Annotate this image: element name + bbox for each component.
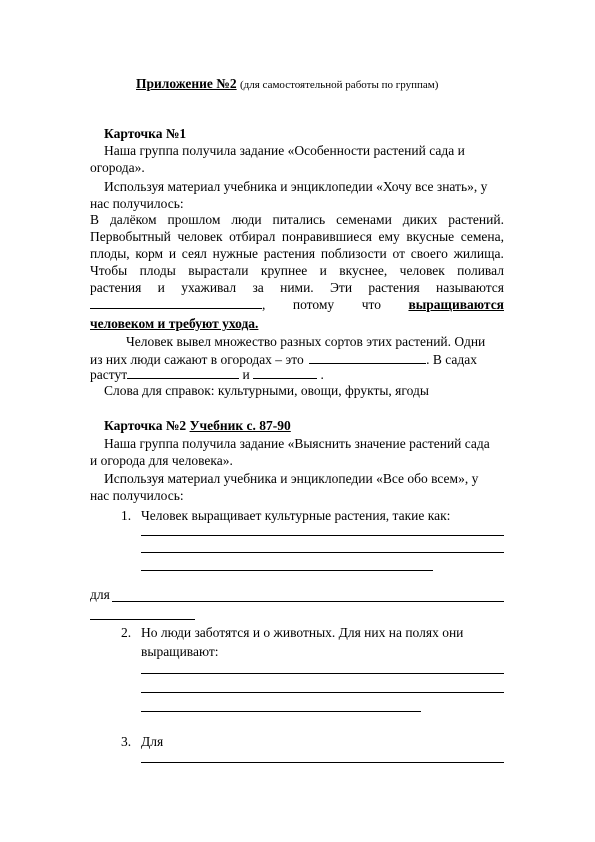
answer-line[interactable] — [141, 570, 433, 571]
card2-heading: Карточка №2 Учебник с. 87-90 — [104, 418, 291, 433]
card2-line4: нас получилось: — [90, 488, 184, 503]
card1-line3: Используя материал учебника и энциклопедии «Хочу все знать», у — [104, 179, 488, 194]
item1-number: 1. — [121, 508, 132, 523]
fill-in-blank[interactable] — [253, 366, 317, 379]
card1-hint: Слова для справок: культурными, овощи, фрукты, ягоды — [104, 383, 429, 398]
item3-number: 3. — [121, 734, 132, 749]
p1-line: растения и ухаживал за ними. Эти растения называются — [90, 280, 504, 295]
answer-line[interactable] — [141, 552, 504, 553]
card1-line4: нас получилось: — [90, 196, 184, 211]
p1-line: , потому что выращиваются — [90, 296, 504, 313]
item3-text: Для — [141, 734, 164, 749]
card1-p2-line2: из них люди сажают в огородах – это . В садах — [90, 352, 477, 367]
appendix-note: (для самостоятельной работы по группам) — [240, 79, 439, 91]
card2-line3: Используя материал учебника и энциклопедии «Все обо всем», у — [104, 471, 479, 486]
card1-p2-line1: Человек вывел множество разных сортов этих растений. Одни — [126, 334, 486, 349]
answer-line[interactable] — [141, 711, 421, 712]
item2-text-line1: Но люди заботятся и о животных. Для них на полях они — [141, 625, 464, 640]
fill-in-blank[interactable] — [309, 351, 426, 364]
card1-line1: Наша группа получила задание «Особенности растений сада и — [104, 143, 465, 158]
item2-number: 2. — [121, 625, 132, 640]
dlya-label: для — [90, 587, 110, 602]
p1-line: плоды, корм и сеял нужные растения поблизости от своего жилища. — [90, 246, 504, 261]
answer-line[interactable] — [141, 762, 504, 763]
answer-line[interactable] — [141, 673, 504, 674]
p1-line: Первобытный человек отбирал понравившиеся ему вкусные семена, — [90, 229, 504, 244]
answer-line[interactable] — [141, 692, 504, 693]
card1-heading: Карточка №1 — [104, 126, 187, 141]
card2-line2: и огорода для человека». — [90, 453, 233, 468]
answer-line[interactable] — [141, 535, 504, 536]
card1-p2-line3: растут и . — [90, 367, 324, 382]
textbook-reference: Учебник с. 87-90 — [189, 418, 291, 433]
fill-in-blank[interactable] — [90, 296, 262, 309]
fill-in-blank[interactable] — [127, 366, 239, 379]
item1-text: Человек выращивает культурные растения, такие как: — [141, 508, 451, 523]
page-title — [136, 76, 438, 93]
answer-line[interactable] — [112, 601, 504, 602]
card1-paragraph — [90, 211, 504, 313]
p1-line: Чтобы плоды вырастали крупнее и вкуснее, человек поливал — [90, 263, 504, 278]
card1-bold-text: человеком и требуют ухода. — [90, 316, 259, 331]
appendix-title: Приложение №2 — [136, 76, 237, 91]
card1-line2: огорода». — [90, 160, 145, 175]
item2-text-line2: выращивают: — [141, 644, 219, 659]
p1-line: В далёком прошлом люди питались семенами диких растений. — [90, 212, 504, 227]
answer-line[interactable] — [90, 619, 195, 620]
card2-line1: Наша группа получила задание «Выяснить значение растений сада — [104, 436, 490, 451]
